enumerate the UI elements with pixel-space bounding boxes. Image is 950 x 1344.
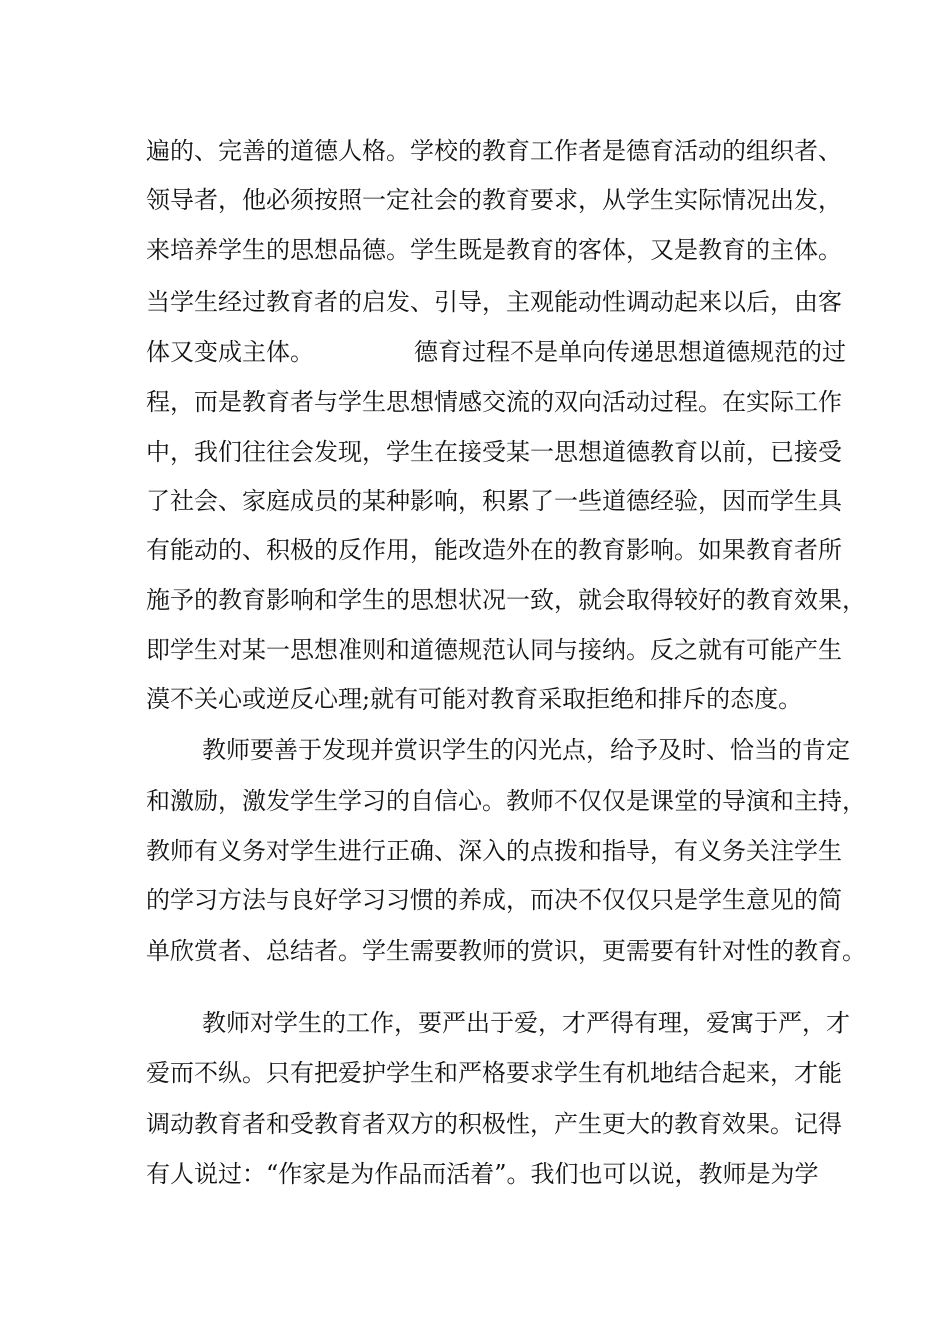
text-line: 了社会、家庭成员的某种影响，积累了一些道德经验，因而学生具 [146,487,842,515]
text-line: 教师有义务对学生进行正确、深入的点拨和指导，有义务关注学生 [146,837,842,865]
text-line: 程，而是教育者与学生思想情感交流的双向活动过程。在实际工作 [146,388,842,416]
text-line-split [146,337,846,367]
text-line-part: 德育过程不是单向传递思想道德规范的过 [414,338,846,366]
text-line: 施予的教育影响和学生的思想状况一致，就会取得较好的教育效果， [146,586,866,614]
text-line: 有能动的、积极的反作用，能改造外在的教育影响。如果教育者所 [146,536,842,564]
text-line: 即学生对某一思想准则和道德规范认同与接纳。反之就有可能产生 [146,636,842,664]
text-line: 爱而不纵。只有把爱护学生和严格要求学生有机地结合起来，才能 [146,1059,842,1087]
text-line: 中，我们往往会发现，学生在接受某一思想道德教育以前，已接受 [146,438,842,466]
text-line: 的学习方法与良好学习习惯的养成，而决不仅仅只是学生意见的简 [146,886,842,914]
text-line: 漠不关心或逆反心理;就有可能对教育采取拒绝和排斥的态度。 [146,685,803,713]
text-line: 调动教育者和受教育者双方的积极性，产生更大的教育效果。记得 [146,1110,842,1138]
text-line: 遍的、完善的道德人格。学校的教育工作者是德育活动的组织者、 [146,137,842,165]
text-line: 领导者，他必须按照一定社会的教育要求，从学生实际情况出发， [146,186,842,214]
text-line: 和激励，激发学生学习的自信心。教师不仅仅是课堂的导演和主持， [146,787,866,815]
text-line: 有人说过：“作家是为作品而活着”。我们也可以说，教师是为学 [146,1160,819,1188]
text-line-part: 体又变成主体。 [146,338,314,366]
text-line: 当学生经过教育者的启发、引导，主观能动性调动起来以后，由客 [146,288,842,316]
text-line: 单欣赏者、总结者。学生需要教师的赏识，更需要有针对性的教育。 [146,937,866,965]
paragraph-start-line: 教师要善于发现并赏识学生的闪光点，给予及时、恰当的肯定 [202,736,850,764]
paragraph-start-line: 教师对学生的工作，要严出于爱，才严得有理，爱寓于严，才 [202,1009,850,1037]
text-line: 来培养学生的思想品德。学生既是教育的客体，又是教育的主体。 [146,236,842,264]
